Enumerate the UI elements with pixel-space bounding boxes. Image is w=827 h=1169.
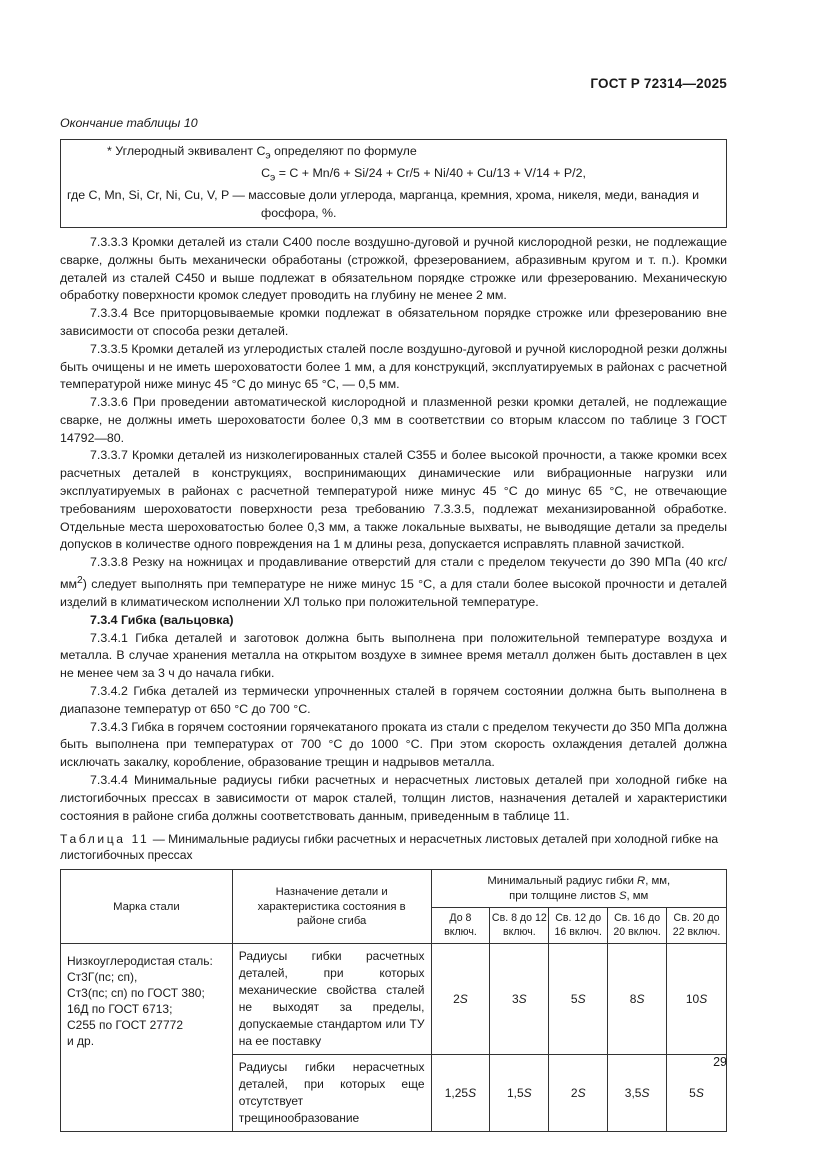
paragraph-7-3-3-3: 7.3.3.3 Кромки деталей из стали С400 после воздушно-дуговой и ручной кислородной резки, не подлежащие сварке, должны быть механически обработаны (строжкой, фрезерованием, абразивным кругом и т. п.). Кромки деталей из сталей С450 и выше подлежат в обязательном порядке строжке или фрезерованию. Механическую обработку поверхности кромок следует проводить на глубину не менее 2 мм. — [60, 234, 727, 303]
paragraph-7-3-3-4: 7.3.3.4 Все приторцовываемые кромки подлежат в обязательном порядке строжке или фрезерованию вне зависимости от способа резки деталей. — [60, 306, 727, 338]
radius-value: 2S — [431, 944, 490, 1055]
table-10-footnote — [60, 139, 727, 228]
page-number: 29 — [713, 1055, 727, 1069]
paragraph-7-3-3-8: 7.3.3.8 Резку на ножницах и продавливание отверстий для стали с пределом текучести до 390 МПа (40 кгс/$мм^2$) следует выполнять при температуре не ниже минус 15 °С, а для стали более высокой прочности и деталей изделий в климатическом исполнении ХЛ только при положительной температуре. — [60, 555, 727, 609]
purpose-cell: Радиусы гибки нерасчетных деталей, при которых еще отсутствует трещинообразование — [232, 1055, 431, 1132]
subheader-thickness: Св. 16 до 20 включ. — [608, 908, 667, 944]
section-heading-7-3-4: 7.3.4 Гибка (вальцовка) — [90, 612, 234, 627]
header-purpose: Назначение детали и характеристика состояния в районе сгиба — [232, 870, 431, 944]
table-row — [61, 944, 727, 1055]
paragraph-7-3-4-4: 7.3.4.4 Минимальные радиусы гибки расчетных и нерасчетных листовых деталей при холодной гибке на листогибочных прессах в зависимости от марок сталей, толщин листов, назначения деталей и характеристики состояния в районе сгиба должны соответствовать данным, приведенным в таблице 11. — [60, 772, 727, 823]
radius-value: 2S — [549, 1055, 608, 1132]
paragraph-7-3-4-3: 7.3.4.3 Гибка в горячем состоянии горячекатаного проката из стали с пределом текучести до 350 МПа должна быть выполнена при температурах от 700 °С до 1000 °С. При этом скорость охлаждения деталей должна исключать закалку, коробление, образование трещин и надрывов металла. — [60, 719, 727, 770]
footnote-intro: * Углеродный эквивалент $С_э$ определяют по формуле — [107, 143, 417, 162]
formula-explanation-cont: фосфора, %. — [261, 206, 337, 221]
paragraph-7-3-4-1: 7.3.4.1 Гибка деталей и заготовок должна быть выполнена при положительной температуре воздуха и металла. В случае хранения металла на открытом воздухе в зимнее время металл должен быть доставлен в цех не менее чем за 3 ч до начала гибки. — [60, 630, 727, 681]
table-continuation-label: Окончание таблицы 10 — [60, 116, 198, 130]
radius-value: 3,5S — [608, 1055, 667, 1132]
paragraph-7-3-4-2: 7.3.4.2 Гибка деталей из термически упрочненных сталей в горячем состоянии должна быть выполнена в диапазоне температур от 650 °С до 700 °С. — [60, 683, 727, 716]
formula-explanation: где С, Mn, Si, Cr, Ni, Cu, V, P — массовые доли углерода, марганца, кремния, хрома, никеля, меди, ванадия и — [67, 188, 700, 203]
radius-value: 3S — [490, 944, 549, 1055]
radius-value: 1,25S — [431, 1055, 490, 1132]
subheader-thickness: Св. 20 до 22 включ. — [667, 908, 727, 944]
radius-value: 5S — [667, 1055, 727, 1132]
radius-value: 10S — [667, 944, 727, 1055]
standard-number: ГОСТ Р 72314—2025 — [590, 76, 727, 91]
header-min-radius: Минимальный радиус гибки R, мм, при толщине листов S, мм — [431, 870, 727, 908]
subheader-thickness: Св. 8 до 12 включ. — [490, 908, 549, 944]
paragraph-7-3-3-6: 7.3.3.6 При проведении автоматической кислородной и плазменной резки кромки деталей, не подлежащие сварке, не должны иметь шероховатости более 0,3 мм в соответствии со вторым классом по таблице 3 ГОСТ 14792—80. — [60, 395, 727, 445]
paragraph-7-3-3-5: 7.3.3.5 Кромки деталей из углеродистых сталей после воздушно-дуговой и ручной кислородной резки должны быть очищены и не иметь шероховатости более 1 мм, а для конструкций, эксплуатируемых в районах с расчетной температурой ниже минус 45 °С до минус 65 °С, — 0,5 мм. — [60, 341, 727, 392]
radius-value: 8S — [608, 944, 667, 1055]
table-11 — [60, 869, 727, 1132]
page-content — [60, 115, 727, 1132]
carbon-equivalent-formula: $С_э = С + Mn/6 + Si/24 + Cr/5 + Ni/40 + Cu/13 + V/14 + P/2$, — [261, 166, 586, 184]
purpose-cell: Радиусы гибки расчетных деталей, при которых механические свойства сталей не выходят за пределы, допускаемые стандартом или ТУ на ее поставку — [232, 944, 431, 1055]
table-11-caption: Таблица 11 — Минимальные радиусы гибки расчетных и нерасчетных листовых деталей при холодной гибке на листогибочных прессах — [60, 832, 719, 863]
radius-value: 1,5S — [490, 1055, 549, 1132]
subheader-thickness: До 8 включ. — [431, 908, 490, 944]
subheader-thickness: Св. 12 до 16 включ. — [549, 908, 608, 944]
paragraph-7-3-3-7: 7.3.3.7 Кромки деталей из низколегированных сталей С355 и более высокой прочности, а также кромки всех расчетных деталей в конструкциях, воспринимающих динамические или вибрационные нагрузки или эксплуатируемых в районах с расчетной температурой ниже минус 45 °С до минус 65 °С, не отвечающие требованиям шероховатости поверхности реза требованию 7.3.3.5, подлежат механизированной обработке. Отдельные места шероховатостью более 0,3 мм, а также локальные выхваты, не выводящие детали за пределы допусков в количестве одного повреждения на 1 м длины реза, допускается исправлять плавной зачисткой. — [60, 448, 727, 552]
steel-grade-cell: Низкоуглеродистая сталь: Ст3Г(пс; сп), Ст3(пс; сп) по ГОСТ 380; 16Д по ГОСТ 6713; С255 по ГОСТ 27772 и др. — [61, 944, 233, 1132]
header-steel-grade: Марка стали — [61, 870, 233, 944]
radius-value: 5S — [549, 944, 608, 1055]
